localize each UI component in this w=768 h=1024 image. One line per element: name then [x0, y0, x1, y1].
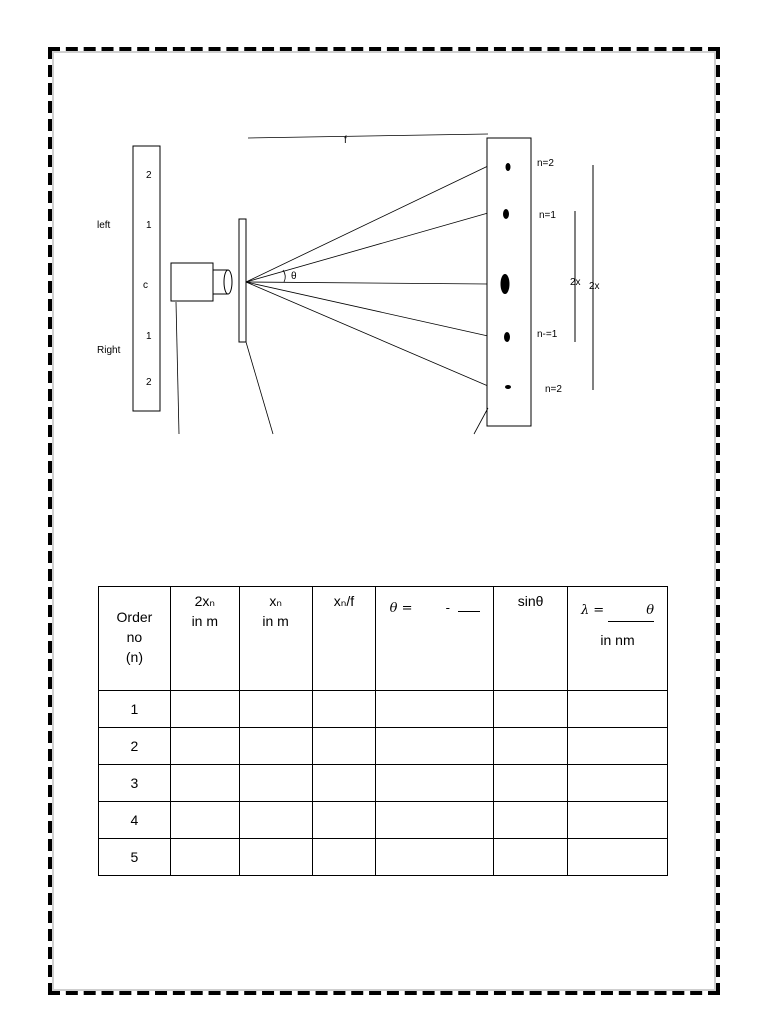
cell-sin[interactable] — [494, 839, 568, 876]
label-left: left — [97, 220, 111, 231]
cell-xn[interactable] — [239, 839, 312, 876]
header-2xn-line1: 2xₙ — [194, 593, 215, 609]
spot-central — [501, 274, 510, 294]
header-lambda — [568, 587, 668, 691]
stand-leg-laser — [176, 302, 179, 434]
header-xn-line1: xₙ — [269, 593, 282, 609]
cell-xn[interactable] — [239, 765, 312, 802]
header-order-line1: Order — [116, 609, 153, 625]
ray-n1-bottom — [246, 282, 488, 336]
laser-body — [171, 263, 213, 301]
cell-xn[interactable] — [239, 691, 312, 728]
cell-2xn[interactable] — [170, 728, 239, 765]
cell-sin[interactable] — [494, 728, 568, 765]
theta-arc — [283, 270, 285, 282]
header-2xn-line2: in m — [191, 613, 219, 629]
table-header-row — [99, 587, 668, 691]
scale-bar — [133, 146, 160, 411]
cell-lambda[interactable] — [568, 728, 668, 765]
table-row — [99, 765, 668, 802]
table-row — [99, 691, 668, 728]
scale-label-2-bottom: 2 — [146, 377, 152, 388]
observation-table — [98, 586, 668, 876]
cell-sin[interactable] — [494, 765, 568, 802]
label-2x-inner: 2x — [570, 277, 581, 288]
order-cell: 5 — [99, 839, 171, 876]
grating — [239, 219, 246, 342]
header-theta-formula: θ = - — [389, 601, 450, 616]
ray-n1-top — [246, 213, 488, 282]
cell-lambda[interactable] — [568, 839, 668, 876]
order-cell: 2 — [99, 728, 171, 765]
header-lambda-symbol: λ = — [580, 603, 605, 618]
ray-central — [246, 282, 488, 284]
cell-xn-f[interactable] — [312, 728, 376, 765]
cell-theta[interactable] — [376, 839, 494, 876]
cell-sin[interactable] — [494, 802, 568, 839]
order-label-n2-top: n=2 — [537, 158, 554, 169]
diffraction-diagram — [0, 0, 768, 460]
label-right: Right — [97, 345, 121, 356]
cell-sin[interactable] — [494, 691, 568, 728]
order-cell: 4 — [99, 802, 171, 839]
header-2xn — [170, 587, 239, 691]
cell-2xn[interactable] — [170, 802, 239, 839]
table-row — [99, 802, 668, 839]
spot-n1-top — [503, 209, 509, 219]
table-row — [99, 839, 668, 876]
scale-label-c: c — [143, 280, 148, 291]
header-theta — [376, 587, 494, 691]
focal-length-line — [248, 134, 488, 138]
cell-lambda[interactable] — [568, 802, 668, 839]
label-theta: θ — [291, 271, 297, 282]
cell-xn[interactable] — [239, 728, 312, 765]
stand-leg-screen — [474, 408, 488, 434]
cell-lambda[interactable] — [568, 691, 668, 728]
order-cell: 1 — [99, 691, 171, 728]
header-order-line2: no — [126, 629, 143, 645]
ray-n2-bottom — [246, 282, 488, 386]
cell-2xn[interactable] — [170, 839, 239, 876]
cell-2xn[interactable] — [170, 691, 239, 728]
header-lambda-unit: in nm — [600, 632, 635, 648]
spot-n2-top — [506, 163, 511, 171]
header-order-line3: (n) — [125, 649, 143, 665]
order-label-n2-bottom: n=2 — [545, 384, 562, 395]
order-cell: 3 — [99, 765, 171, 802]
scale-label-1-top: 1 — [146, 220, 152, 231]
header-theta-underline — [458, 611, 480, 612]
cell-theta[interactable] — [376, 691, 494, 728]
header-xn — [239, 587, 312, 691]
header-xn-f — [312, 587, 376, 691]
label-2x-outer: 2x — [589, 281, 600, 292]
header-xn-line2: in m — [262, 613, 289, 629]
scale-label-2-top: 2 — [146, 170, 152, 181]
cell-theta[interactable] — [376, 802, 494, 839]
header-order — [99, 587, 171, 691]
order-label-n1-top: n=1 — [539, 210, 556, 221]
cell-xn-f[interactable] — [312, 691, 376, 728]
cell-xn-f[interactable] — [312, 802, 376, 839]
spot-n2-bottom — [505, 385, 511, 389]
scale-label-1-bottom: 1 — [146, 331, 152, 342]
order-label-n1-bottom: n-=1 — [537, 329, 558, 340]
cell-theta[interactable] — [376, 765, 494, 802]
table-row — [99, 728, 668, 765]
spot-n1-bottom — [504, 332, 510, 342]
header-lambda-theta: θ — [646, 603, 655, 618]
header-lambda-fraction — [608, 599, 654, 622]
header-sin-text: sinθ — [517, 593, 544, 609]
cell-lambda[interactable] — [568, 765, 668, 802]
label-f: f — [344, 135, 347, 146]
cell-theta[interactable] — [376, 728, 494, 765]
header-sin — [494, 587, 568, 691]
header-lambda-formula — [569, 599, 666, 622]
stand-leg-grating — [246, 342, 273, 434]
ray-n2-top — [246, 166, 488, 282]
laser-lens — [224, 270, 232, 294]
header-xn-f-text: xₙ/f — [333, 593, 355, 609]
cell-xn-f[interactable] — [312, 765, 376, 802]
cell-xn-f[interactable] — [312, 839, 376, 876]
cell-xn[interactable] — [239, 802, 312, 839]
cell-2xn[interactable] — [170, 765, 239, 802]
